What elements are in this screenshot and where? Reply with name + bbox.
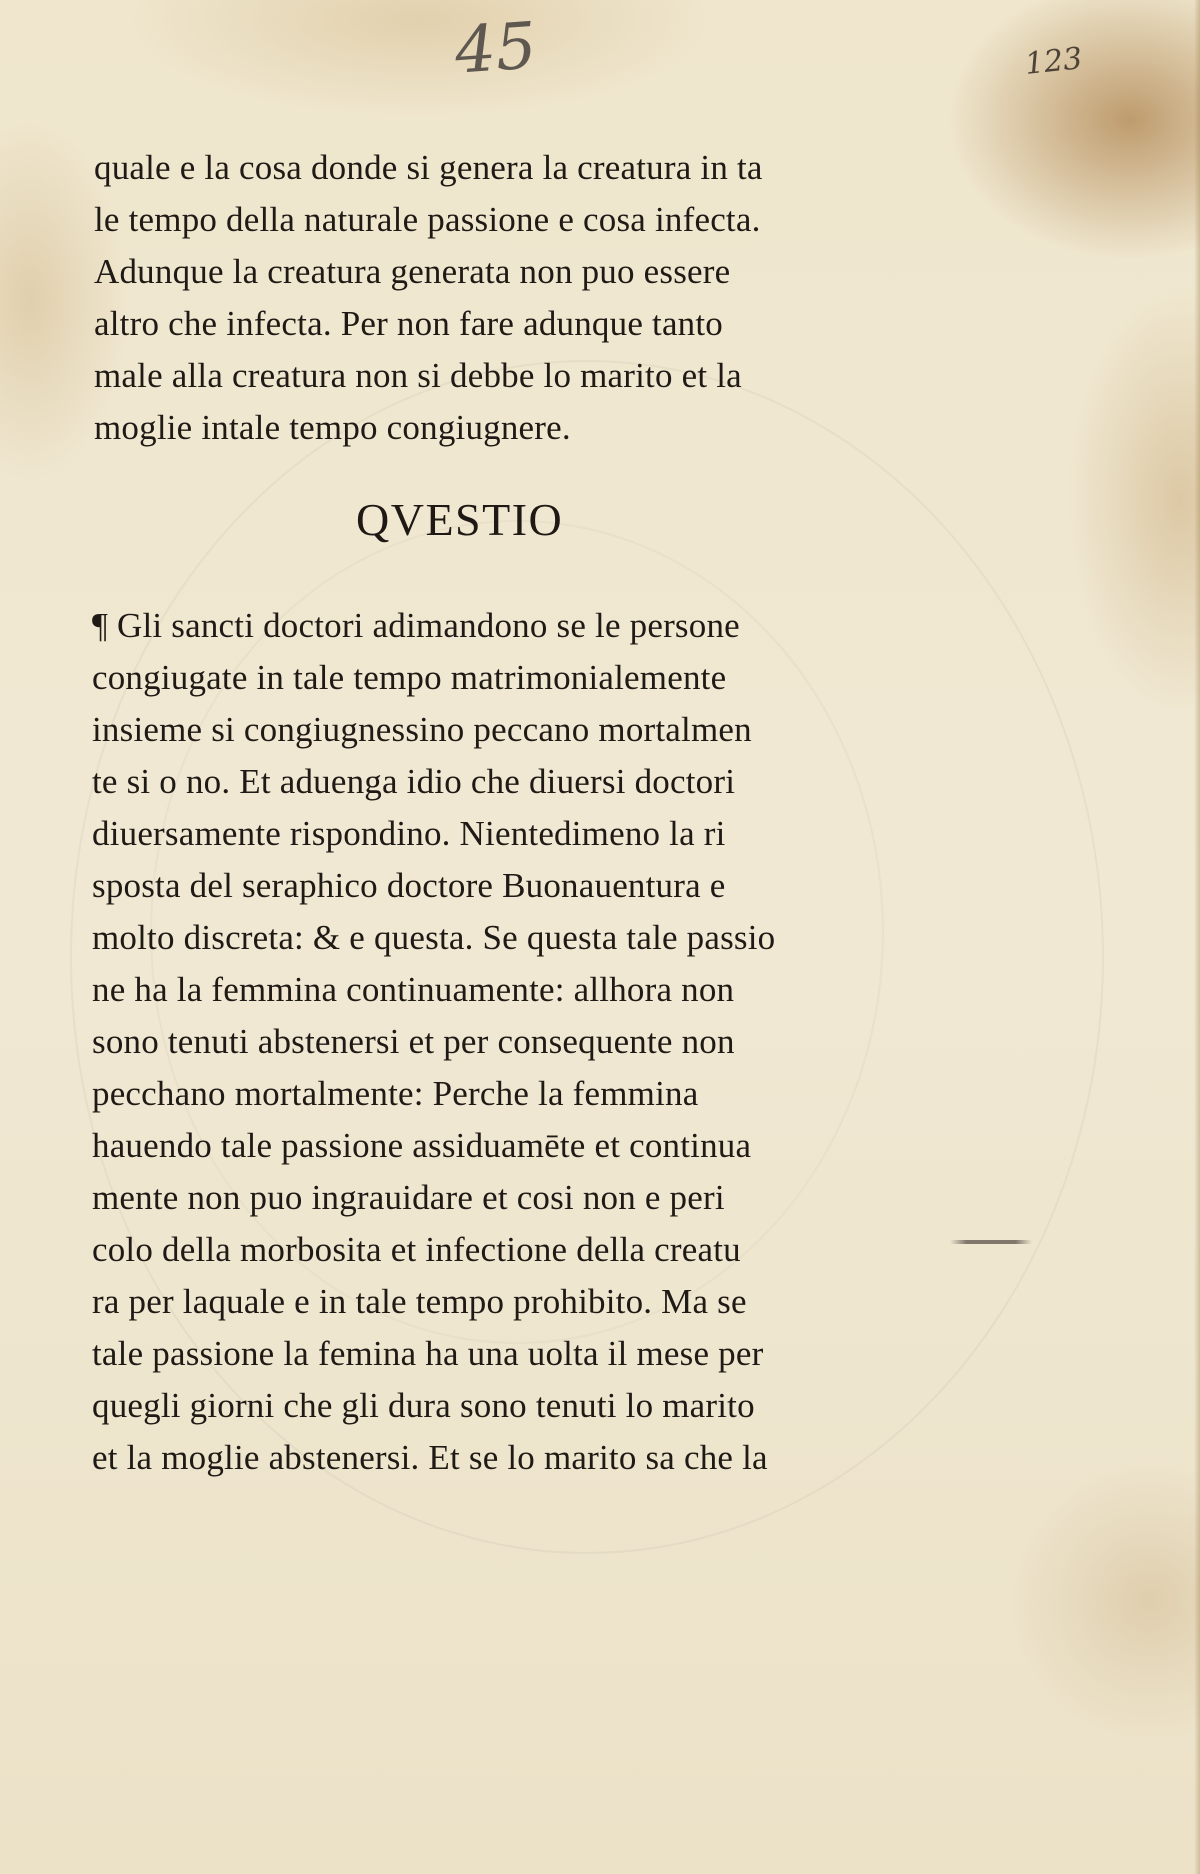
text-line: te si o no. Et aduenga idio che diuersi doctori: [92, 762, 736, 801]
text-line: quegli giorni che gli dura sono tenuti lo marito: [92, 1386, 755, 1425]
text-line: le tempo della naturale passione e cosa infecta.: [94, 200, 761, 239]
text-line: pecchano mortalmente: Perche la femmina: [92, 1074, 699, 1113]
text-line: hauendo tale passione assiduamēte et continua: [92, 1126, 752, 1165]
main-paragraph: [92, 600, 775, 1484]
section-heading: QVESTIO: [356, 494, 564, 545]
handwritten-folio-number: 45: [452, 9, 539, 89]
text-line: congiugate in tale tempo matrimonialemente: [92, 658, 727, 697]
text-line: Adunque la creatura generata non puo essere: [94, 252, 731, 291]
text-line: colo della morbosita et infectione della creatu: [92, 1230, 741, 1269]
text-line: diuersamente rispondino. Nientedimeno la ri: [92, 814, 726, 853]
text-line: et la moglie abstenersi. Et se lo marito sa che la: [92, 1438, 768, 1477]
text-line: altro che infecta. Per non fare adunque tanto: [94, 304, 724, 343]
text-line: ne ha la femmina continuamente: allhora non: [92, 970, 735, 1009]
text-line: ¶ Gli sancti doctori adimandono se le persone: [92, 606, 740, 645]
text-line: tale passione la femina ha una uolta il mese per: [92, 1334, 764, 1373]
margin-ink-mark: [950, 1240, 1032, 1244]
text-line: quale e la cosa donde si genera la creatura in ta: [94, 148, 763, 187]
top-paragraph: [94, 142, 763, 454]
text-line: insieme si congiugnessino peccano mortalmen: [92, 710, 752, 749]
text-line: male alla creatura non si debbe lo marito et la: [94, 356, 742, 395]
page-edge-shadow: [1194, 0, 1200, 1874]
text-line: sposta del seraphico doctore Buonauentura e: [92, 866, 726, 905]
text-line: sono tenuti abstenersi et per consequente non: [92, 1022, 735, 1061]
handwritten-page-number: 123: [1023, 41, 1084, 82]
text-line: moglie intale tempo congiugnere.: [94, 408, 571, 447]
text-line: molto discreta: & e questa. Se questa tale passio: [92, 918, 776, 957]
text-line: mente non puo ingrauidare et cosi non e peri: [92, 1178, 725, 1217]
text-line: ra per laquale e in tale tempo prohibito. Ma se: [92, 1282, 747, 1321]
